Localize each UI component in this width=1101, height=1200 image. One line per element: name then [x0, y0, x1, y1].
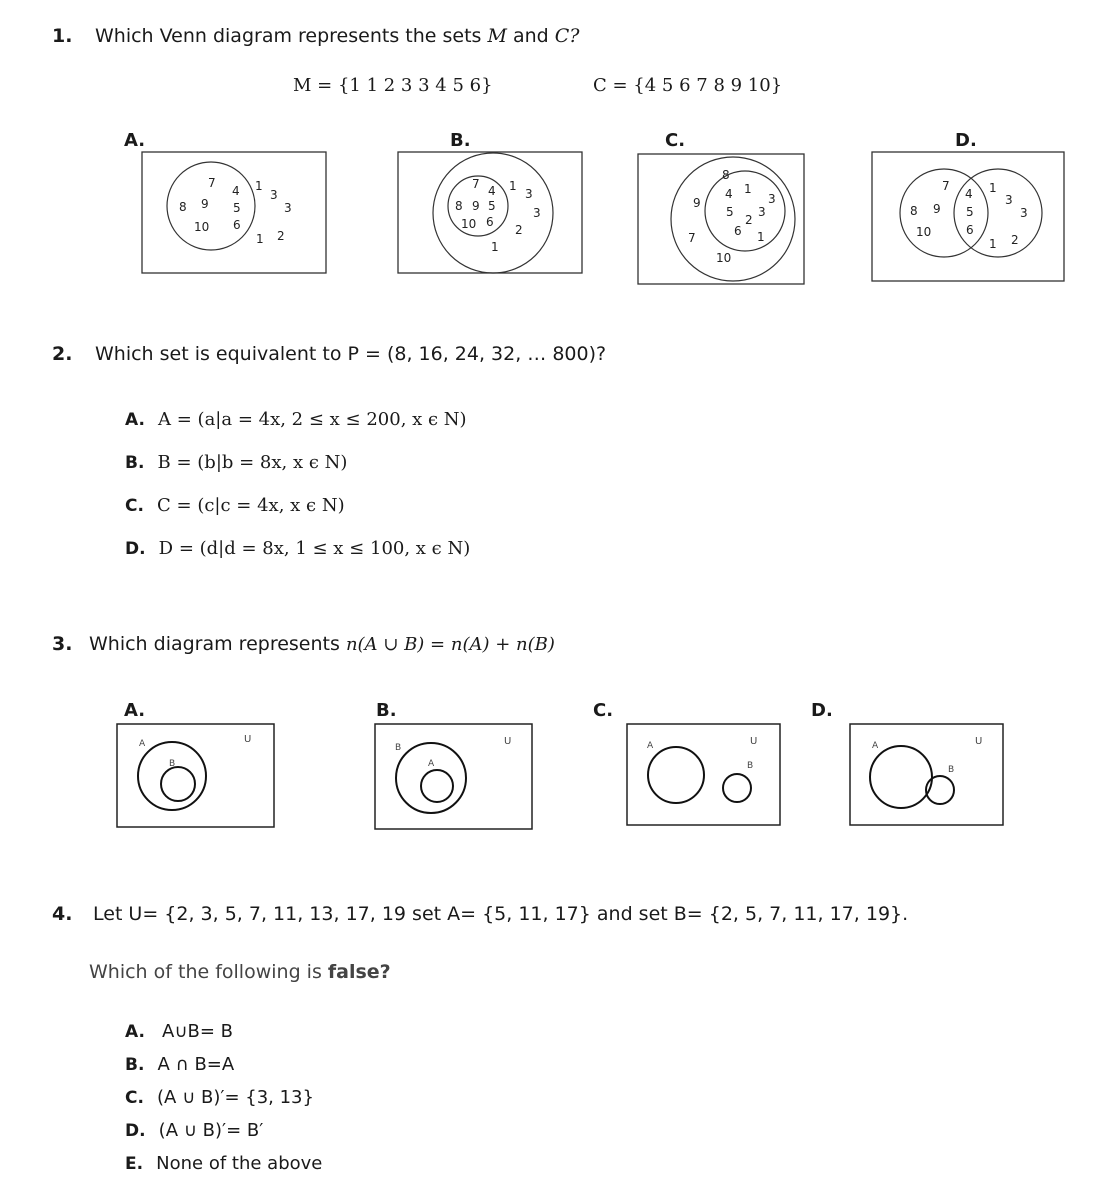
q4-subquestion-text: Which of the following is	[89, 961, 328, 983]
q2-option-a-letter: A.	[125, 410, 145, 430]
q4-option-d-text: (A ∪ B)′= B′	[158, 1120, 264, 1141]
q3-c-universe-label: U	[750, 736, 758, 747]
q4-subquestion	[89, 961, 391, 983]
venn-d-number: 8	[910, 204, 918, 218]
venn-b-number: 1	[509, 179, 517, 193]
q1-text	[95, 25, 580, 47]
q1-diagram-label-c: C.	[665, 130, 686, 151]
q3-a-universe-label: U	[244, 734, 252, 745]
q3-diagram-label-d: D.	[811, 700, 833, 721]
venn-b-number: 4	[488, 184, 496, 198]
q4-option-e-text: None of the above	[156, 1153, 323, 1174]
venn-d-number: 3	[1005, 193, 1013, 207]
q4-number: 4.	[52, 903, 73, 925]
set-c-definition: C = {4 5 6 7 8 9 10}	[593, 75, 783, 96]
venn-a-number: 1	[255, 179, 263, 193]
q3-c-set-inner-label: B	[747, 761, 754, 771]
venn-d-number: 3	[1020, 206, 1028, 220]
q4-option-b-text: A ∩ B=A	[157, 1054, 235, 1075]
q1-venn-diagram-a[interactable]	[140, 150, 330, 276]
venn-b-number: 3	[533, 206, 541, 220]
set-m-definition: M = {1 1 2 3 3 4 5 6}	[293, 75, 493, 96]
venn-c-number: 5	[726, 205, 734, 219]
q3-diagram-label-a: A.	[124, 700, 146, 721]
venn-c-number: 6	[734, 224, 742, 238]
q4-subquestion-bold: false?	[327, 961, 391, 983]
venn-d-number: 2	[1011, 233, 1019, 247]
q2-option-d[interactable]	[125, 538, 470, 559]
venn-b-number: 2	[515, 223, 523, 237]
q3-venn-diagram-c[interactable]	[625, 722, 783, 828]
q3-venn-diagram-b[interactable]	[373, 722, 535, 830]
q4-option-a-text: A∪B= B	[162, 1021, 234, 1042]
q3-venn-diagram-a[interactable]	[115, 722, 277, 830]
venn-c-number: 3	[768, 192, 776, 206]
q3-diagram-label-b: B.	[376, 700, 397, 721]
q3-b-universe-label: U	[504, 736, 512, 747]
venn-c-number: 8	[722, 168, 730, 182]
q4-option-c-text: (A ∪ B)′= {3, 13}	[157, 1087, 314, 1108]
q1-number: 1.	[52, 25, 73, 47]
q2-option-d-text: D = (d|d = 8x, 1 ≤ x ≤ 100, x ϵ N)	[158, 538, 471, 559]
q3-d-set-outer-label: A	[872, 741, 879, 751]
venn-b-number: 9	[472, 199, 480, 213]
q3-text	[89, 633, 555, 655]
venn-a-number: 9	[201, 197, 209, 211]
q1-diagram-label-a: A.	[124, 130, 146, 151]
venn-a-number: 8	[179, 200, 187, 214]
venn-a-number: 10	[194, 220, 210, 234]
q3-venn-diagram-d[interactable]	[848, 722, 1006, 828]
q3-formula: n(A ∪ B) = n(A) + n(B)	[345, 634, 555, 655]
q3-b-set-outer-label: B	[395, 743, 402, 753]
q2-number: 2.	[52, 343, 73, 365]
venn-d-number: 1	[989, 237, 997, 251]
venn-a-number: 5	[233, 201, 241, 215]
q4-option-a-letter: A.	[125, 1022, 145, 1042]
q3-diagram-label-c: C.	[593, 700, 614, 721]
q1-text-before: Which Venn diagram represents the sets	[95, 25, 488, 47]
q4-option-c-letter: C.	[125, 1088, 144, 1108]
q4-option-e[interactable]	[125, 1153, 322, 1174]
q2-option-b-letter: B.	[125, 453, 145, 473]
q4-text: Let U= {2, 3, 5, 7, 11, 13, 17, 19 set A= {5, 11, 17} and set B= {2, 5, 7, 11, 17, 19}.	[93, 903, 909, 925]
q2-option-c-letter: C.	[125, 496, 144, 516]
q3-text-label: Which diagram represents	[89, 633, 346, 655]
q1-diagram-label-b: B.	[450, 130, 471, 151]
q4-option-c[interactable]	[125, 1087, 314, 1108]
venn-d-number: 5	[966, 205, 974, 219]
venn-b-number: 6	[486, 215, 494, 229]
q4-option-e-letter: E.	[125, 1154, 144, 1174]
venn-c-number: 1	[757, 230, 765, 244]
q4-option-b-letter: B.	[125, 1055, 145, 1075]
venn-d-number: 1	[989, 181, 997, 195]
venn-d-number: 10	[916, 225, 932, 239]
q3-c-set-outer-label: A	[647, 741, 654, 751]
q3-a-set-inner-label: B	[169, 759, 176, 769]
venn-a-number: 3	[270, 188, 278, 202]
q3-d-set-inner-label: B	[948, 765, 955, 775]
q2-option-b[interactable]	[125, 452, 347, 473]
venn-b-number: 5	[488, 199, 496, 213]
venn-c-number: 3	[758, 205, 766, 219]
q4-option-d-letter: D.	[125, 1121, 146, 1141]
venn-c-number: 7	[688, 231, 696, 245]
venn-d-number: 6	[966, 223, 974, 237]
venn-c-number: 10	[716, 251, 732, 265]
venn-b-number: 7	[472, 177, 480, 191]
q2-option-a[interactable]	[125, 409, 467, 430]
q4-option-a[interactable]	[125, 1021, 233, 1042]
q1-diagram-label-d: D.	[955, 130, 977, 151]
q1-var-m: M	[487, 25, 507, 47]
q3-d-universe-label: U	[975, 736, 983, 747]
venn-d-number: 4	[965, 187, 973, 201]
venn-b-number: 3	[525, 187, 533, 201]
venn-a-number: 1	[256, 232, 264, 246]
q3-b-set-inner-label: A	[428, 759, 435, 769]
venn-a-number: 7	[208, 176, 216, 190]
q1-text-and: and	[506, 25, 555, 47]
venn-b-number: 1	[491, 240, 499, 254]
venn-a-number: 3	[284, 201, 292, 215]
q4-option-d[interactable]	[125, 1120, 263, 1141]
q3-number: 3.	[52, 633, 73, 655]
q2-option-c-text: C = (c|c = 4x, x ϵ N)	[157, 495, 345, 516]
venn-b-number: 10	[461, 217, 477, 231]
venn-d-number: 9	[933, 202, 941, 216]
venn-c-number: 9	[693, 196, 701, 210]
q2-option-c[interactable]	[125, 495, 345, 516]
q1-venn-diagram-d[interactable]	[870, 150, 1068, 284]
venn-a-number: 6	[233, 218, 241, 232]
venn-c-number: 1	[744, 182, 752, 196]
q2-option-d-letter: D.	[125, 539, 146, 559]
venn-d-number: 7	[942, 179, 950, 193]
venn-a-number: 4	[232, 184, 240, 198]
venn-c-number: 4	[725, 187, 733, 201]
q1-venn-diagram-c[interactable]	[636, 152, 808, 286]
venn-a-number: 2	[277, 229, 285, 243]
venn-b-number: 8	[455, 199, 463, 213]
q2-text: Which set is equivalent to P = (8, 16, 24, 32, … 800)?	[95, 343, 607, 365]
q1-var-c: C?	[554, 25, 580, 47]
q1-venn-diagram-b[interactable]	[396, 150, 586, 276]
venn-c-number: 2	[745, 213, 753, 227]
q3-a-set-outer-label: A	[139, 739, 146, 749]
q2-option-a-text: A = (a|a = 4x, 2 ≤ x ≤ 200, x ϵ N)	[158, 409, 467, 430]
q2-option-b-text: B = (b|b = 8x, x ϵ N)	[157, 452, 348, 473]
q4-option-b[interactable]	[125, 1054, 234, 1075]
